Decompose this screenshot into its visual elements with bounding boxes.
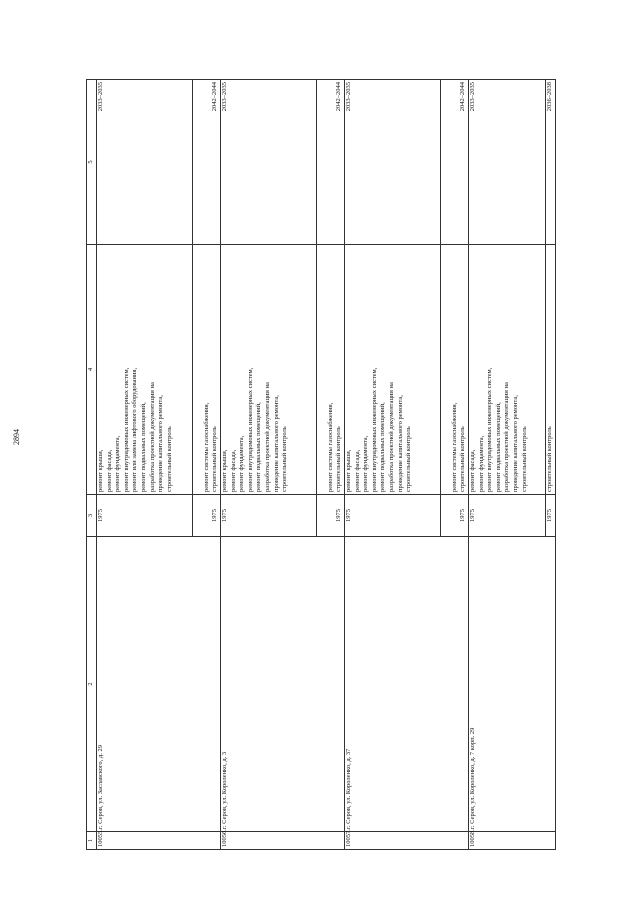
period-cell: 2033–2035 <box>97 80 193 245</box>
work-item: строительный контроль <box>281 426 289 492</box>
work-item: ремонт фундамента, <box>362 435 370 492</box>
period-cell: 2042–2044 <box>193 80 221 245</box>
work-item: ремонт крыши, <box>97 449 104 492</box>
work-item: строительный контроль <box>459 426 467 492</box>
period-cell: 2042–2044 <box>441 80 469 245</box>
work-item: ремонт внутридомовых инженерных систем, <box>486 367 494 492</box>
period-cell: 2033–2035 <box>469 80 546 245</box>
works-cell <box>317 245 345 495</box>
column-header: 5 <box>87 80 97 245</box>
work-item: ремонт крыши, <box>345 449 352 492</box>
year-cell: 1975 <box>221 495 317 537</box>
period-cell: 2036–2038 <box>546 80 556 245</box>
works-cell <box>345 245 441 495</box>
work-item: ремонт фундамента, <box>477 435 485 492</box>
rotated-table-container <box>86 80 601 850</box>
address-cell: г. Серов, ул. Заславского, д. 29 <box>97 537 221 832</box>
work-item: ремонт внутридомовых инженерных систем, <box>122 367 130 492</box>
work-item: проведение капитального ремонта, <box>272 395 280 492</box>
column-header: 1 <box>87 832 97 850</box>
table-row <box>97 80 193 850</box>
works-cell <box>546 245 556 495</box>
works-cell <box>441 245 469 495</box>
work-item: ремонт внутридомовых инженерных систем, <box>246 367 254 492</box>
work-item: ремонт системы газоснабжения, <box>202 402 210 492</box>
capital-repair-table <box>86 79 556 850</box>
table-row <box>345 80 441 850</box>
works-cell <box>193 245 221 495</box>
works-cell <box>221 245 317 495</box>
work-item: проведение капитального ремонта, <box>157 395 165 492</box>
work-item: строительный контроль <box>335 426 343 492</box>
work-item: ремонт подвальных помещений, <box>494 402 502 492</box>
column-header: 4 <box>87 245 97 495</box>
address-cell: г. Серов, ул. Короленко, д. 7 корп. 29 <box>469 537 556 832</box>
column-header: 2 <box>87 537 97 832</box>
work-item: разработка проектной документации на <box>503 382 511 492</box>
row-number-cell: 10057. <box>345 832 469 850</box>
year-cell: 1975 <box>546 495 556 537</box>
work-item: ремонт внутридомовых инженерных систем, <box>370 367 378 492</box>
work-item: ремонт фасада, <box>229 449 237 492</box>
work-item: ремонт фундамента, <box>114 435 122 492</box>
period-cell: 2042–2044 <box>317 80 345 245</box>
work-item: разработка проектной документации на <box>263 382 271 492</box>
work-item: ремонт крыши, <box>221 449 228 492</box>
work-item: строительный контроль <box>546 426 554 492</box>
year-cell: 1975 <box>345 495 441 537</box>
works-cell <box>469 245 546 495</box>
work-item: ремонт системы газоснабжения, <box>326 402 334 492</box>
work-item: строительный контроль <box>211 426 219 492</box>
year-cell: 1975 <box>317 495 345 537</box>
year-cell: 1975 <box>441 495 469 537</box>
work-item: разработка проектной документации на <box>148 382 156 492</box>
year-cell: 1975 <box>469 495 546 537</box>
work-item: строительный контроль <box>165 426 173 492</box>
column-header: 3 <box>87 495 97 537</box>
work-item: ремонт подвальных помещений, <box>255 402 263 492</box>
year-cell: 1975 <box>97 495 193 537</box>
address-cell: г. Серов, ул. Короленко, д. 37 <box>345 537 469 832</box>
table-body <box>97 80 556 850</box>
year-cell: 1975 <box>193 495 221 537</box>
table-header <box>87 80 97 850</box>
row-number-cell: 10056. <box>221 832 345 850</box>
row-number-cell: 10058. <box>469 832 556 850</box>
work-item: ремонт фундамента, <box>238 435 246 492</box>
page-number: 2894 <box>12 429 21 445</box>
work-item: ремонт системы газоснабжения, <box>450 402 458 492</box>
period-cell: 2033–2035 <box>221 80 317 245</box>
work-item: ремонт фасада, <box>353 449 361 492</box>
work-item: ремонт фасада, <box>105 449 113 492</box>
column-number-row <box>87 80 97 850</box>
address-cell: г. Серов, ул. Короленко, д. 3 <box>221 537 345 832</box>
work-item: проведение капитального ремонта, <box>396 395 404 492</box>
work-item: ремонт фасада, <box>469 449 476 492</box>
work-item: проведение капитального ремонта, <box>511 395 519 492</box>
work-item: ремонт подвальных помещений, <box>139 402 147 492</box>
work-item: ремонт или замена лифтового оборудования, <box>131 367 139 492</box>
period-cell: 2033–2035 <box>345 80 441 245</box>
work-item: ремонт подвальных помещений, <box>379 402 387 492</box>
row-number-cell: 10055. <box>97 832 221 850</box>
table-row <box>469 80 546 850</box>
work-item: разработка проектной документации на <box>387 382 395 492</box>
work-item: строительный контроль <box>405 426 413 492</box>
works-cell <box>97 245 193 495</box>
work-item: строительный контроль <box>520 426 528 492</box>
table-row <box>221 80 317 850</box>
